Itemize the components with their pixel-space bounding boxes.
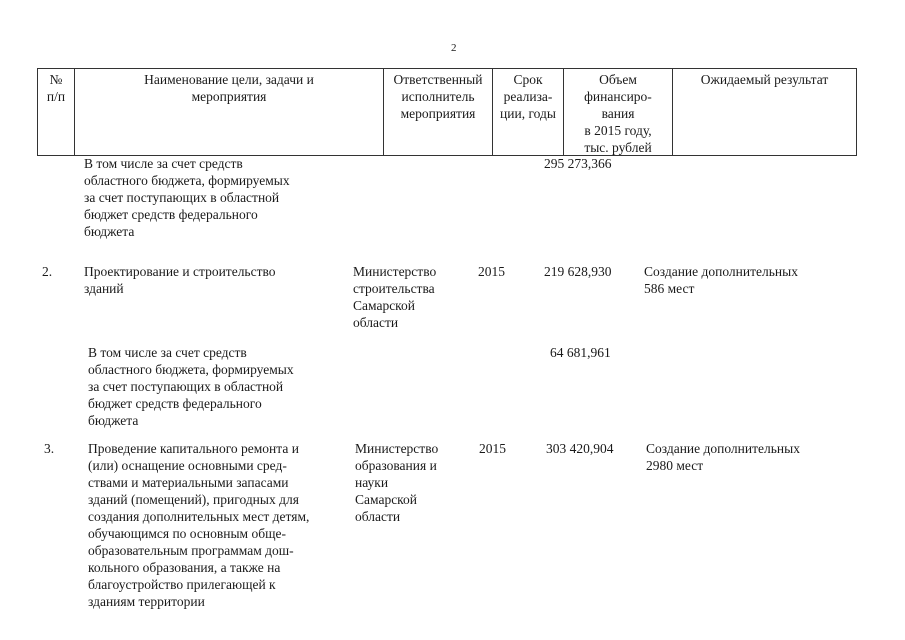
row-number: 2. — [42, 264, 53, 279]
header-col-term: Срок реализа- ции, годы — [493, 69, 564, 155]
row-volume: 303 420,904 — [546, 441, 614, 456]
header-col-name: Наименование цели, задачи и мероприятия — [75, 69, 384, 155]
row-volume: 295 273,366 — [544, 156, 612, 171]
row-number: 3. — [44, 441, 55, 456]
row-responsible: Министерство образования и науки Самарской области — [355, 441, 439, 524]
row-name: Проектирование и строительство зданий — [84, 264, 276, 296]
header-col-volume: Объем финансиро- вания в 2015 году, тыс. рублей — [564, 69, 673, 155]
row-term: 2015 — [478, 264, 505, 279]
row-term: 2015 — [479, 441, 506, 456]
row-name: В том числе за счет средств областного бюджета, формируемых за счет поступающих в областной бюджет средств федерального бюджета — [88, 345, 294, 428]
row-volume: 219 628,930 — [544, 264, 612, 279]
row-name: В том числе за счет средств областного бюджета, формируемых за счет поступающих в областной бюджет средств федерального бюджета — [84, 156, 290, 239]
header-col-number: № п/п — [38, 69, 75, 155]
table-header — [37, 68, 857, 156]
header-col-responsible: Ответственный исполнитель мероприятия — [384, 69, 493, 155]
header-col-result: Ожидаемый результат — [700, 72, 829, 87]
row-volume: 64 681,961 — [550, 345, 611, 360]
row-result: Создание дополнительных 2980 мест — [646, 441, 800, 473]
row-name: Проведение капитального ремонта и (или) оснащение основными сред- ствами и материальными запасами зданий (помещений), пригодных для создания дополнительных мест детям, обучающимся по основным обще- образовательным программам дош- кольного образования, а также на благоустройство прилегающей к зданиям территории — [88, 441, 310, 609]
row-responsible: Министерство строительства Самарской области — [353, 264, 437, 330]
row-result: Создание дополнительных 586 мест — [644, 264, 798, 296]
page-number: 2 — [451, 42, 457, 54]
